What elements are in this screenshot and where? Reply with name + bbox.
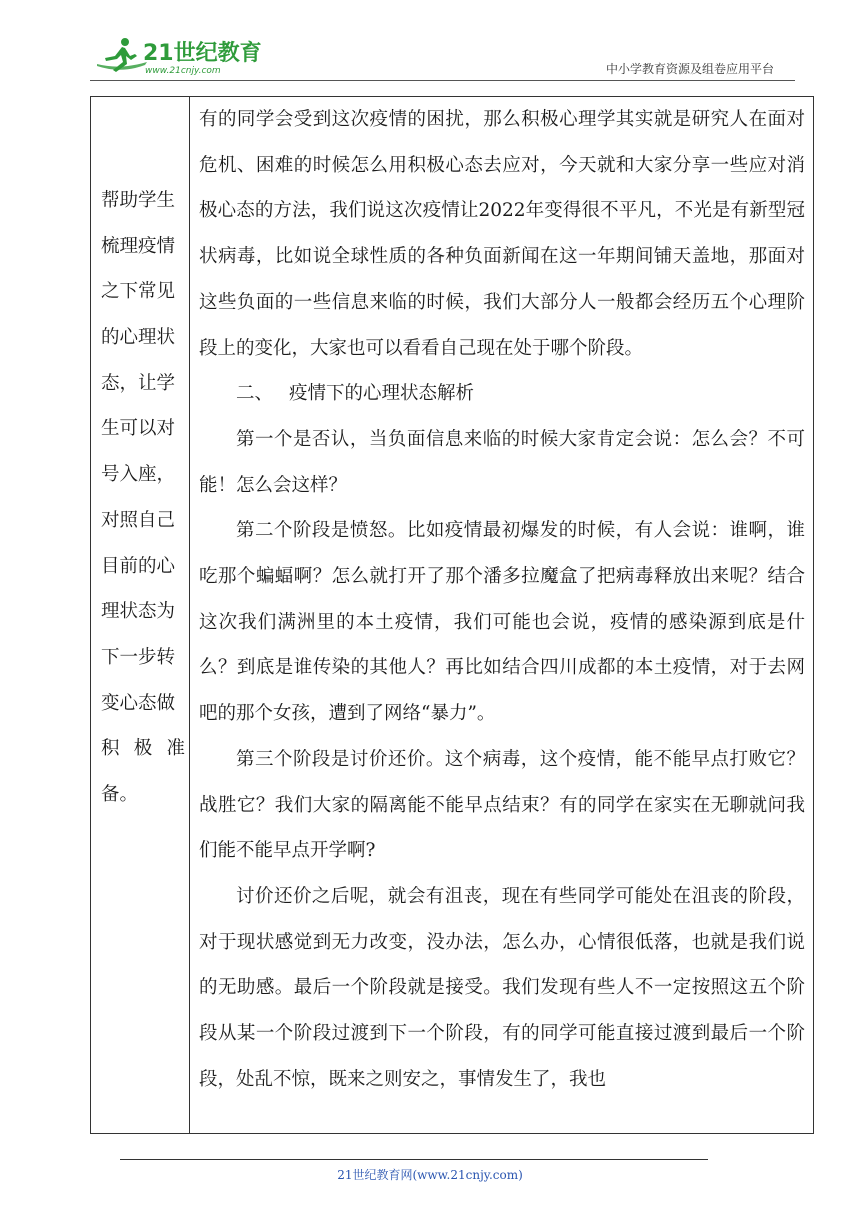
header-divider bbox=[90, 80, 795, 81]
paragraph-bargaining: 第三个阶段是讨价还价。这个病毒，这个疫情，能不能早点打败它？战胜它？我们大家的隔离能不能早点结束？有的同学在家实在无聊就问我们能不能早点开学啊? bbox=[199, 748, 805, 862]
purpose-line: 帮助学生 bbox=[101, 190, 176, 211]
purpose-line: 号入座， bbox=[101, 464, 176, 486]
purpose-line: 变心态做 bbox=[101, 692, 176, 714]
column-divider bbox=[189, 97, 190, 1133]
section-heading bbox=[199, 371, 805, 417]
paragraph-depression-acceptance: 讨价还价之后呢，就会有沮丧，现在有些同学可能处在沮丧的阶段，对于现状感觉到无力改变，没办法，怎么办，心情很低落，也就是我们说的无助感。最后一个阶段就是接受。我们发现有些人不一定按照这五个阶段从某一个阶段过渡到下一个阶段，有的同学可能直接过渡到最后一个阶段，处乱不惊，既来之则安之，事情发生了，我也 bbox=[199, 885, 805, 1090]
purpose-line: 态，让学 bbox=[101, 372, 176, 394]
runner-icon bbox=[97, 38, 147, 72]
heading-text: 疫情下的心理状态解析 bbox=[289, 383, 475, 405]
purpose-line: 生可以对 bbox=[101, 418, 176, 440]
purpose-line: 的心理状 bbox=[101, 327, 176, 349]
content-column bbox=[199, 97, 805, 1102]
platform-label: 中小学教育资源及组卷应用平台 bbox=[605, 62, 774, 76]
paragraph-intro: 有的同学会受到这次疫情的困扰，那么积极心理学其实就是研究人在面对危机、困难的时候怎么用积极心态去应对，今天就和大家分享一些应对消极心态的方法，我们说这次疫情让2022年变得很不平凡，不光是有新型冠状病毒，比如说全球性质的各种负面新闻在这一年期间铺天盖地，那面对这些负面的一些信息来临的时候，我们大部分人一般都会经历五个心理阶段上的变化，大家也可以看看自己现在处于哪个阶段。 bbox=[199, 109, 805, 359]
footer-link[interactable]: 21世纪教育网(www.21cnjy.com) bbox=[337, 1168, 523, 1182]
purpose-line: 理状态为 bbox=[101, 601, 176, 623]
paragraph-denial: 第一个是否认，当负面信息来临的时候大家肯定会说：怎么会？不可能！怎么会这样？ bbox=[199, 428, 805, 496]
purpose-line: 积 极 准 bbox=[101, 738, 185, 760]
footer-divider bbox=[120, 1159, 708, 1160]
purpose-line: 下一步转 bbox=[101, 646, 176, 668]
logo-text: 21世纪教育 bbox=[143, 41, 262, 66]
site-logo[interactable] bbox=[95, 36, 265, 76]
heading-number: 二、 bbox=[236, 383, 274, 405]
purpose-line: 梳理疫情 bbox=[101, 235, 176, 257]
purpose-column bbox=[101, 178, 185, 818]
content-table bbox=[90, 96, 814, 1134]
purpose-line: 对照自己 bbox=[101, 509, 176, 531]
purpose-line: 备。 bbox=[101, 783, 139, 805]
purpose-line: 目前的心 bbox=[101, 555, 176, 577]
purpose-line: 之下常见 bbox=[101, 281, 176, 303]
paragraph-anger: 第二个阶段是愤怒。比如疫情最初爆发的时候，有人会说：谁啊，谁吃那个蝙蝠啊？怎么就打开了那个潘多拉魔盒了把病毒释放出来呢？结合这次我们满洲里的本土疫情，我们可能也会说，疫情的感染源到底是什么？到底是谁传染的其他人？再比如结合四川成都的本土疫情，对于去网吧的那个女孩，遭到了网络“暴力”。 bbox=[199, 520, 805, 725]
logo-url: www.21cnjy.com bbox=[145, 66, 221, 76]
